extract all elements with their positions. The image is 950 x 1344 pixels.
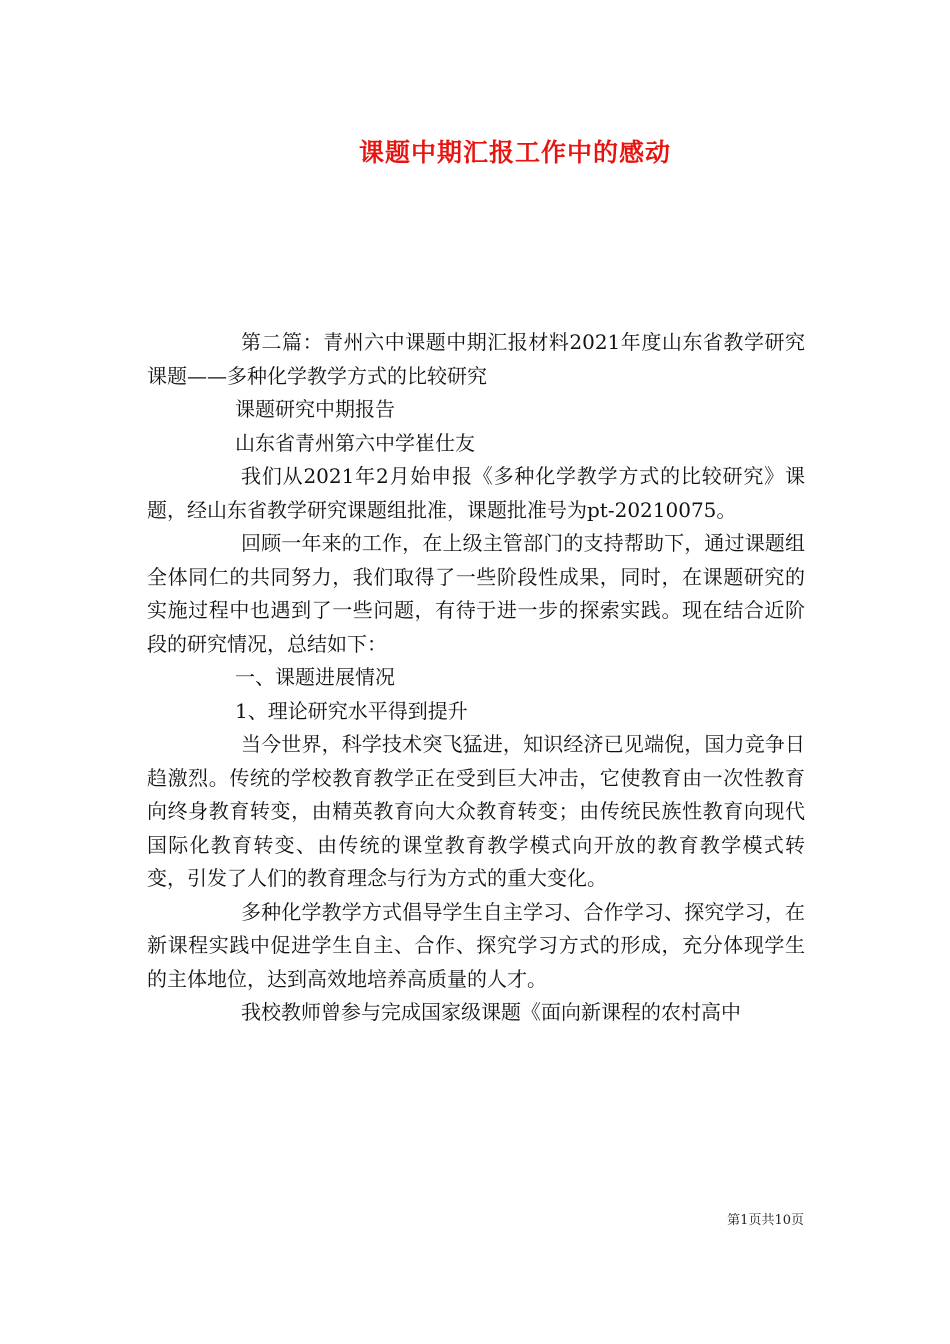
paragraph: 回顾一年来的工作，在上级主管部门的支持帮助下，通过课题组全体同仁的共同努力，我们取得了一些阶段性成果，同时，在课题研究的实施过程中也遇到了一些问题，有待于进一步的探索实践。现在结合近阶段的研究情况，总结如下： [147, 531, 805, 656]
paragraph: 课题研究中期报告 [235, 397, 395, 421]
paragraph: 我校教师曾参与完成国家级课题《面向新课程的农村高中 [241, 1000, 741, 1024]
paragraph: 山东省青州第六中学崔仕友 [235, 430, 475, 455]
paragraph: 我们从2021年2月始申报《多种化学教学方式的比较研究》课题，经山东省教学研究课题组批准，课题批准号为pt-20210075。 [147, 464, 805, 522]
paragraph: 第二篇：青州六中课题中期汇报材料2021年度山东省教学研究课题——多种化学教学方式的比较研究 [147, 330, 805, 388]
section-heading: 一、课题进展情况 [235, 665, 395, 689]
subsection-heading: 1、理论研究水平得到提升 [235, 698, 468, 723]
document-title: 课题中期汇报工作中的感动 [358, 138, 671, 167]
document-body [147, 326, 805, 1030]
paragraph: 多种化学教学方式倡导学生自主学习、合作学习、探究学习，在新课程实践中促进学生自主、合作、探究学习方式的形成，充分体现学生的主体地位，达到高效地培养高质量的人才。 [147, 899, 805, 991]
paragraph: 当今世界，科学技术突飞猛进，知识经济已见端倪，国力竞争日趋激烈。传统的学校教育教学正在受到巨大冲击，它使教育由一次性教育向终身教育转变，由精英教育向大众教育转变；由传统民族性教育向现代国际化教育转变、由传统的课堂教育教学模式向开放的教育教学模式转变，引发了人们的教育理念与行为方式的重大变化。 [147, 732, 805, 890]
page-number: 第1页共10页 [727, 1213, 804, 1228]
